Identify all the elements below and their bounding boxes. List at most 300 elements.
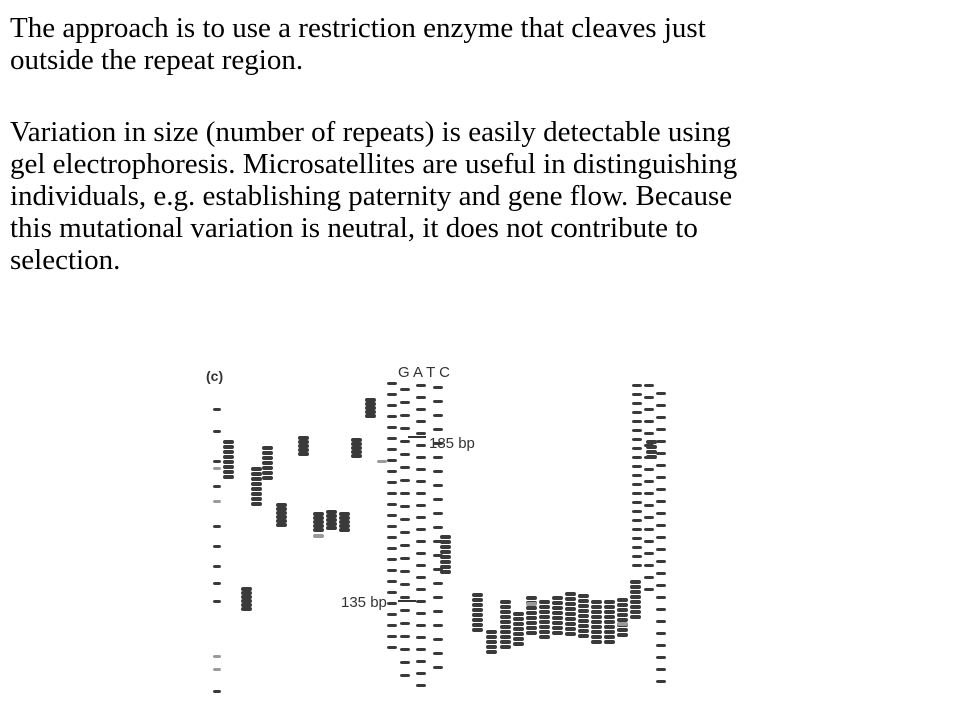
gel-band (400, 557, 410, 560)
gel-band (400, 518, 410, 521)
gel-band (632, 555, 642, 558)
gel-band (326, 514, 337, 518)
gel-band (656, 656, 666, 659)
gel-band (433, 512, 443, 515)
gel-band (656, 680, 666, 683)
gel-band (472, 628, 483, 632)
gel-band (387, 547, 397, 550)
gel-band (630, 615, 641, 619)
gel-band (313, 528, 324, 532)
paragraph-line: Variation in size (number of repeats) is easily detectable using (10, 116, 731, 148)
gel-band (646, 450, 657, 454)
gel-band (539, 610, 550, 614)
gel-band (251, 492, 262, 496)
gel-band (387, 646, 397, 649)
gel-band (632, 465, 642, 468)
gel-band (365, 414, 376, 418)
gel-band (400, 635, 410, 638)
paragraph-line: individuals, e.g. establishing paternity and gene flow. Because (10, 180, 733, 212)
gel-band (565, 597, 576, 601)
gel-band (387, 481, 397, 484)
gel-band (416, 588, 426, 591)
gel-band (416, 552, 426, 555)
gel-band (387, 393, 397, 396)
gel-band (251, 482, 262, 486)
gel-band (262, 471, 273, 475)
gel-band (526, 621, 537, 625)
gel-band (416, 480, 426, 483)
gel-band (400, 609, 410, 612)
gel-band (416, 648, 426, 651)
gel-band (416, 504, 426, 507)
gel-band (539, 605, 550, 609)
gel-band (644, 540, 654, 543)
gel-band (433, 610, 443, 613)
gel-band (656, 560, 666, 563)
gel-band (351, 438, 362, 442)
gel-band (400, 466, 410, 469)
gel-band (313, 534, 324, 538)
gel-band (276, 523, 287, 527)
gel-band (241, 591, 252, 595)
gel-band (565, 632, 576, 636)
gel-band (416, 444, 426, 447)
gel-band (604, 605, 615, 609)
gel-band (632, 438, 642, 441)
gel-band (656, 452, 666, 455)
gel-band (440, 540, 451, 544)
gel-band (578, 599, 589, 603)
gel-band (472, 608, 483, 612)
gel-band (387, 525, 397, 528)
gel-band (632, 402, 642, 405)
gel-band (400, 401, 410, 404)
gel-band (298, 436, 309, 440)
paragraph-line: The approach is to use a restriction enzyme that cleaves just (10, 12, 706, 44)
gel-band (578, 604, 589, 608)
gel-band (416, 528, 426, 531)
lane-header: G A T C (398, 364, 450, 381)
gel-band (223, 475, 234, 479)
gel-band (416, 384, 426, 387)
gel-band (387, 569, 397, 572)
gel-band (440, 555, 451, 559)
gel-band (500, 615, 511, 619)
gel-band (513, 622, 524, 626)
gel-band (644, 396, 654, 399)
gel-band (591, 630, 602, 634)
gel-band (656, 632, 666, 635)
gel-band (213, 582, 221, 585)
gel-band (632, 492, 642, 495)
gel-band (313, 524, 324, 528)
gel-band (513, 632, 524, 636)
gel-band (646, 440, 657, 444)
gel-band (500, 625, 511, 629)
gel-band (262, 461, 273, 465)
gel-band (251, 502, 262, 506)
gel-band (416, 540, 426, 543)
gel-band (251, 497, 262, 501)
gel-band (656, 464, 666, 467)
gel-band (276, 519, 287, 523)
gel-band (630, 580, 641, 584)
gel-band (433, 596, 443, 599)
gel-band (276, 515, 287, 519)
gel-band (313, 520, 324, 524)
gel-band (646, 455, 657, 459)
gel-band (604, 610, 615, 614)
gel-band (298, 440, 309, 444)
gel-band (591, 610, 602, 614)
gel-band (262, 466, 273, 470)
gel-band (276, 503, 287, 507)
gel-band (241, 607, 252, 611)
gel-band (400, 427, 410, 430)
gel-band (387, 448, 397, 451)
gel-band (416, 636, 426, 639)
gel-band (513, 627, 524, 631)
gel-band (416, 660, 426, 663)
gel-band (526, 606, 537, 610)
gel-bands (213, 382, 666, 693)
gel-band (416, 612, 426, 615)
gel-band (400, 492, 410, 495)
gel-band (400, 414, 410, 417)
gel-band (604, 635, 615, 639)
gel-band (632, 537, 642, 540)
gel-band (644, 588, 654, 591)
gel-band (526, 631, 537, 635)
gel-band (400, 596, 410, 599)
gel-band (313, 516, 324, 520)
gel-band (276, 511, 287, 515)
gel-band (513, 612, 524, 616)
gel-band (416, 624, 426, 627)
gel-band (472, 593, 483, 597)
gel-band (440, 535, 451, 539)
gel-band (591, 605, 602, 609)
gel-band (223, 460, 234, 464)
gel-band (223, 470, 234, 474)
gel-band (578, 624, 589, 628)
gel-band (644, 576, 654, 579)
gel-band (565, 627, 576, 631)
gel-band (400, 544, 410, 547)
gel-band (365, 402, 376, 406)
gel-band (656, 536, 666, 539)
gel-band (251, 472, 262, 476)
gel-band (440, 560, 451, 564)
gel-band (500, 620, 511, 624)
gel-band (223, 455, 234, 459)
gel-band (387, 624, 397, 627)
gel-electrophoresis-figure (180, 350, 700, 720)
gel-band (213, 408, 221, 411)
gel-band (400, 661, 410, 664)
gel-band (644, 492, 654, 495)
gel-band (339, 528, 350, 532)
gel-band (387, 470, 397, 473)
gel-band (632, 546, 642, 549)
gel-band (604, 625, 615, 629)
gel-band (241, 603, 252, 607)
gel-band (630, 600, 641, 604)
gel-band (387, 503, 397, 506)
gel-band (513, 637, 524, 641)
gel-band (433, 428, 443, 431)
gel-band (656, 476, 666, 479)
gel-band (644, 432, 654, 435)
gel-band (241, 587, 252, 591)
gel-band (387, 635, 397, 638)
gel-band (387, 536, 397, 539)
gel-band (644, 504, 654, 507)
gel-band (365, 410, 376, 414)
gel-band (591, 600, 602, 604)
gel-band (387, 558, 397, 561)
gel-band (656, 428, 666, 431)
gel-band (440, 570, 451, 574)
gel-band (387, 437, 397, 440)
gel-band (632, 474, 642, 477)
gel-band (578, 629, 589, 633)
gel-band (486, 635, 497, 639)
gel-band (617, 633, 628, 637)
gel-band (339, 520, 350, 524)
gel-band (578, 619, 589, 623)
gel-band (539, 630, 550, 634)
gel-band (416, 432, 426, 435)
gel-band (604, 615, 615, 619)
marker-label-lower: 135 bp (341, 594, 387, 611)
panel-label: (c) (206, 368, 224, 384)
gel-band (617, 603, 628, 607)
gel-band (565, 607, 576, 611)
gel-band (387, 591, 397, 594)
gel-band (262, 451, 273, 455)
gel-band (552, 621, 563, 625)
gel-band (617, 622, 628, 626)
gel-band (486, 645, 497, 649)
gel-band (604, 620, 615, 624)
gel-band (387, 404, 397, 407)
gel-band (339, 516, 350, 520)
gel-band (387, 382, 397, 385)
gel-band (241, 599, 252, 603)
gel-band (213, 467, 221, 470)
gel-band (632, 564, 642, 567)
gel-band (500, 640, 511, 644)
gel-band (632, 483, 642, 486)
gel-band (433, 456, 443, 459)
gel-band (500, 600, 511, 604)
gel-band (351, 442, 362, 446)
gel-band (552, 606, 563, 610)
gel-band (400, 505, 410, 508)
gel-band (400, 531, 410, 534)
gel-band (213, 485, 221, 488)
gel-band (326, 510, 337, 514)
gel-band (298, 448, 309, 452)
gel-band (644, 408, 654, 411)
gel-band (213, 430, 221, 433)
gel-band (486, 640, 497, 644)
gel-band (400, 622, 410, 625)
gel-band (656, 608, 666, 611)
gel-band (617, 608, 628, 612)
gel-band (632, 429, 642, 432)
marker-label-upper: 185 bp (429, 435, 475, 452)
gel-band (433, 400, 443, 403)
gel-band (578, 614, 589, 618)
gel-band (387, 426, 397, 429)
gel-band (578, 594, 589, 598)
gel-band (656, 548, 666, 551)
gel-band (500, 610, 511, 614)
gel-band (387, 514, 397, 517)
gel-band (632, 456, 642, 459)
gel-band (644, 564, 654, 567)
gel-band (630, 585, 641, 589)
gel-band (433, 638, 443, 641)
gel-band (632, 519, 642, 522)
gel-band (213, 690, 221, 693)
gel-band (617, 598, 628, 602)
gel-band (223, 440, 234, 444)
paragraph-line: gel electrophoresis. Microsatellites are useful in distinguishing (10, 148, 738, 180)
gel-band (213, 655, 221, 658)
gel-band (416, 564, 426, 567)
gel-band (262, 446, 273, 450)
gel-band (591, 635, 602, 639)
gel-band (416, 408, 426, 411)
gel-band (656, 620, 666, 623)
gel-band (656, 488, 666, 491)
gel-band (251, 487, 262, 491)
gel-band (416, 420, 426, 423)
gel-band (604, 640, 615, 644)
gel-band (539, 625, 550, 629)
gel-band (433, 526, 443, 529)
gel-band (630, 595, 641, 599)
gel-band (472, 603, 483, 607)
gel-band (223, 465, 234, 469)
gel-band (552, 616, 563, 620)
gel-band (632, 447, 642, 450)
gel-band (539, 635, 550, 639)
gel-band (552, 611, 563, 615)
paragraph-line: this mutational variation is neutral, it does not contribute to (10, 212, 698, 244)
gel-band (400, 388, 410, 391)
gel-band (213, 525, 221, 528)
gel-band (617, 618, 628, 622)
gel-band (630, 605, 641, 609)
explanation-paragraph (10, 116, 940, 276)
gel-band (416, 492, 426, 495)
gel-band (632, 510, 642, 513)
gel-band (326, 522, 337, 526)
gel-band (472, 618, 483, 622)
gel-band (351, 446, 362, 450)
gel-band (416, 600, 426, 603)
gel-band (298, 452, 309, 456)
gel-band (472, 613, 483, 617)
gel-band (565, 602, 576, 606)
gel-band (656, 404, 666, 407)
gel-band (539, 600, 550, 604)
gel-band (351, 450, 362, 454)
gel-band (387, 602, 397, 605)
gel-band (400, 648, 410, 651)
gel-band (326, 518, 337, 522)
gel-band (416, 468, 426, 471)
gel-band (526, 616, 537, 620)
gel-band (416, 516, 426, 519)
gel-band (632, 420, 642, 423)
gel-band (433, 414, 443, 417)
gel-band (387, 492, 397, 495)
gel-band (416, 672, 426, 675)
gel-band (539, 615, 550, 619)
gel-band (513, 642, 524, 646)
gel-band (604, 600, 615, 604)
gel-band (387, 459, 397, 462)
gel-band (591, 625, 602, 629)
gel-band (552, 601, 563, 605)
gel-band (565, 592, 576, 596)
gel-band (604, 630, 615, 634)
intro-paragraph (10, 12, 940, 76)
gel-band (433, 386, 443, 389)
gel-band (486, 650, 497, 654)
gel-band (630, 610, 641, 614)
gel-band (656, 500, 666, 503)
gel-band (513, 617, 524, 621)
gel-band (400, 453, 410, 456)
gel-band (472, 598, 483, 602)
paragraph-line: outside the repeat region. (10, 44, 304, 76)
gel-band (400, 583, 410, 586)
gel-band (656, 668, 666, 671)
gel-band (578, 634, 589, 638)
gel-band (262, 456, 273, 460)
gel-band (416, 396, 426, 399)
gel-band (656, 596, 666, 599)
gel-band (656, 572, 666, 575)
gel-band (644, 552, 654, 555)
gel-band (617, 628, 628, 632)
gel-band (539, 620, 550, 624)
gel-band (526, 611, 537, 615)
gel-band (526, 596, 537, 600)
gel-band (632, 393, 642, 396)
gel-band (472, 623, 483, 627)
gel-band (644, 468, 654, 471)
gel-band (500, 630, 511, 634)
gel-band (440, 565, 451, 569)
gel-band (416, 576, 426, 579)
gel-band (213, 545, 221, 548)
gel-band (416, 456, 426, 459)
gel-band (500, 635, 511, 639)
gel-band (644, 480, 654, 483)
gel-band (377, 460, 387, 463)
gel-band (646, 445, 657, 449)
gel-band (213, 500, 221, 503)
gel-band (365, 406, 376, 410)
gel-band (262, 476, 273, 480)
